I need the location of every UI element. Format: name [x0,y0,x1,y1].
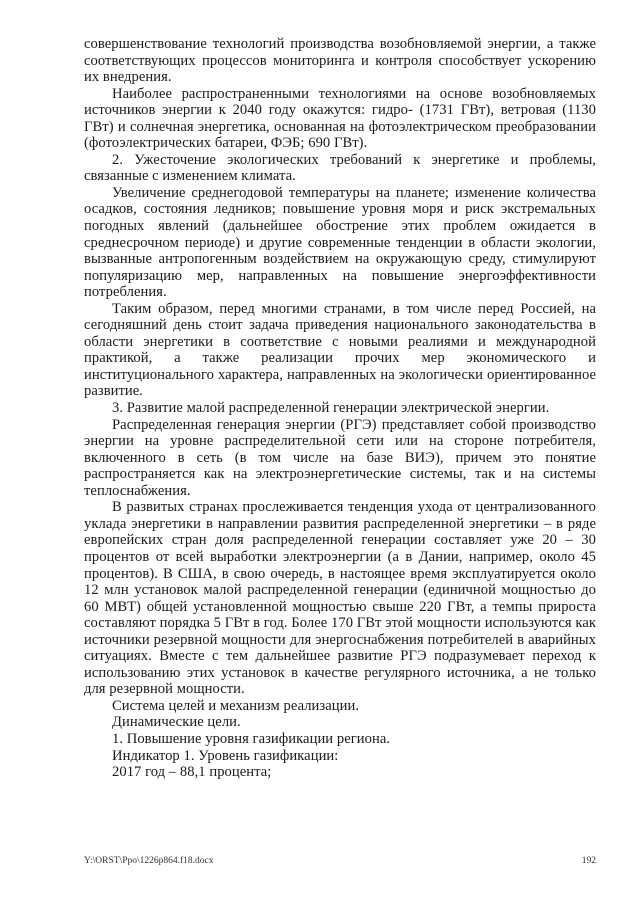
paragraph-13: 2017 год – 88,1 процента; [112,764,272,781]
paragraph-2: Наиболее распространенными технологиями на основе возобновляемых источников энергии к 2040 году окажутся: гидро- (1731 ГВт), ветровая (1130 ГВт) и солнечная энергетика, основанная на фотоэлектрическом преобразовании (фотоэлектрических батареи, ФЭБ; 690 ГВт). [84,85,596,152]
paragraph-1: совершенствование технологий производства возобновляемой энергии, а также соответствующих процессов мониторинга и контроля способствует ускорению их внедрения. [84,36,596,86]
paragraph-10: Динамические цели. [112,714,241,731]
page-number: 192 [581,856,596,866]
page-footer [84,856,596,866]
paragraph-8: В развитых странах прослеживается тенденция ухода от централизованного уклада энергетики в направлении развития распределенной энергетики – в ряде европейских стран доля распределенной генерации составляет уже 20 – 30 процентов от всей выработки электроэнергии (а в Дании, например, около 45 процентов). В США, в свою очередь, в настоящее время эксплуатируется около 12 млн установок малой распределенной генерации (единичной мощностью до 60 МВТ) общей установленной мощностью свыше 220 ГВт, а темпы прироста составляют порядка 5 ГВт в год. Более 170 ГВт этой мощности используются как источники резервной мощности для энергоснабжения потребителей в аварийных ситуациях. Вместе с тем дальнейшее развитие РГЭ подразумевает переход к использованию этих установок в качестве регулярного источника, а не только для резервной мощности. [84,499,596,698]
paragraph-9: Система целей и механизм реализации. [112,697,360,714]
document-page [84,36,596,781]
paragraph-6-heading: 3. Развитие малой распределенной генерации электрической энергии. [112,400,550,417]
paragraph-5: Таким образом, перед многими странами, в том числе перед Россией, на сегодняшний день стоит задача приведения национального законодательства в области энергетики в соответствие с новыми реалиями и международной практикой, а также реализации прочих мер экономического и институционального характера, направленных на экологически ориентированное развитие. [84,300,596,400]
paragraph-11: 1. Повышение уровня газификации региона. [112,730,391,747]
file-path: Y:\ORST\Ppo\1226p864.f18.docx [84,856,214,866]
paragraph-12: Индикатор 1. Уровень газификации: [112,747,339,764]
paragraph-3-heading: 2. Ужесточение экологических требований к энергетике и проблемы, связанные с изменением климата. [84,151,596,185]
paragraph-7: Распределенная генерация энергии (РГЭ) представляет собой производство энергии на уровне распределительной сети или на стороне потребителя, включенного в сеть (в том числе на базе ВИЭ), причем это понятие распространяется как на электроэнергетические системы, так и на системы теплоснабжения. [84,416,596,499]
paragraph-4: Увеличение среднегодовой температуры на планете; изменение количества осадков, состояния ледников; повышение уровня моря и риск экстремальных погодных явлений (дальнейшее обострение этих проблем ожидается в среднесрочном периоде) и другие современные тенденции в области экологии, вызванные антропогенным воздействием на окружающую среду, стимулируют популяризацию мер, направленных на повышение энергоэффективности потребления. [84,184,596,301]
